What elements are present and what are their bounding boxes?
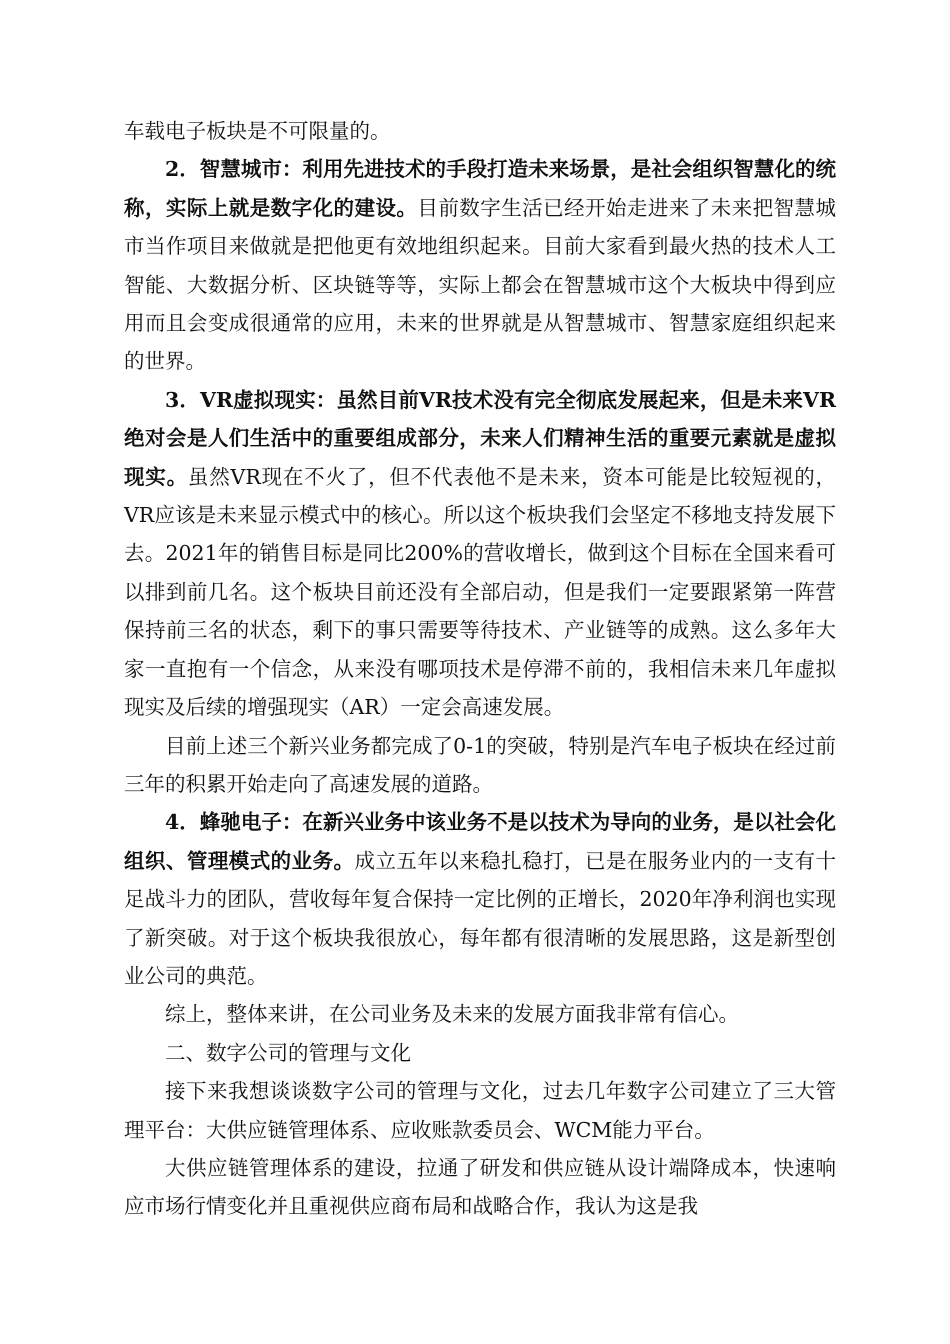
paragraph-conclusion: [124, 995, 836, 1033]
paragraph-text: 大供应链管理体系的建设，拉通了研发和供应链从设计端降成本，快速响应市场行情变化并且重视供应商布局和战略合作，我认为这是我: [124, 1155, 836, 1219]
section-heading-text: 二、数字公司的管理与文化: [165, 1040, 411, 1065]
paragraph-text: 虽然VR现在不火了，但不代表他不是未来，资本可能是比较短视的，VR应该是未来显示模式中的核心。所以这个板块我们会坚定不移地支持发展下去。2021年的销售目标是同比200%的营收增长，做到这个目标在全国来看可以排到前几名。这个板块目前还没有全部启动，但是我们一定要跟紧第一阵营保持前三名的状态，剩下的事只需要等待技术、产业链等的成熟。这么多年大家一直抱有一个信念，从来没有哪项技术是停滞不前的，我相信未来几年虚拟现实及后续的增强现实（AR）一定会高速发展。: [124, 464, 836, 720]
paragraph-text: 接下来我想谈谈数字公司的管理与文化，过去几年数字公司建立了三大管理平台：大供应链管理体系、应收账款委员会、WCM能力平台。: [124, 1079, 836, 1142]
paragraph-heading: 2．智慧城市：利用先进技术的手段打造未来场景，是社会组织智慧化的统称，实际上就是数字化的建设。: [124, 157, 836, 220]
paragraph-fengchi: [124, 803, 836, 995]
paragraph-text: 综上，整体来讲，在公司业务及未来的发展方面我非常有信心。: [165, 1002, 739, 1027]
paragraph-supply-chain: [124, 1149, 836, 1226]
paragraph-summary-breakthrough: [124, 727, 836, 804]
paragraph-text: 目前数字生活已经开始走进来了未来把智慧城市当作项目来做就是把他更有效地组织起来。目前大家看到最火热的技术人工智能、大数据分析、区块链等等，实际上都会在智慧城市这个大板块中得到应用而且会变成很通常的应用，未来的世界就是从智慧城市、智慧家庭组织起来的世界。: [124, 195, 837, 374]
paragraph-management: [124, 1072, 836, 1149]
paragraph-text: 目前上述三个新兴业务都完成了0-1的突破，特别是汽车电子板块在经过前三年的积累开始走向了高速发展的道路。: [124, 733, 836, 796]
paragraph-continuation: [124, 112, 836, 150]
paragraph-text: 车载电子板块是不可限量的。: [124, 119, 391, 143]
paragraph-text: 成立五年以来稳扎稳打，已是在服务业内的一支有十足战斗力的团队，营收每年复合保持一定比例的正增长，2020年净利润也实现了新突破。对于这个板块我很放心，每年都有很清晰的发展思路，这是新型创业公司的典范。: [124, 848, 836, 988]
document-page: [124, 112, 836, 1226]
paragraph-smart-city: [124, 150, 836, 380]
paragraph-heading: 4．蜂驰电子：在新兴业务中该业务不是以技术为导向的业务，是以社会化组织、管理模式的业务。: [124, 810, 836, 873]
paragraph-vr: [124, 381, 836, 727]
section-heading: [124, 1034, 836, 1072]
paragraph-heading: 3．VR虚拟现实：虽然目前VR技术没有完全彻底发展起来，但是未来VR绝对会是人们生活中的重要组成部分，未来人们精神生活的重要元素就是虚拟现实。: [124, 387, 836, 489]
